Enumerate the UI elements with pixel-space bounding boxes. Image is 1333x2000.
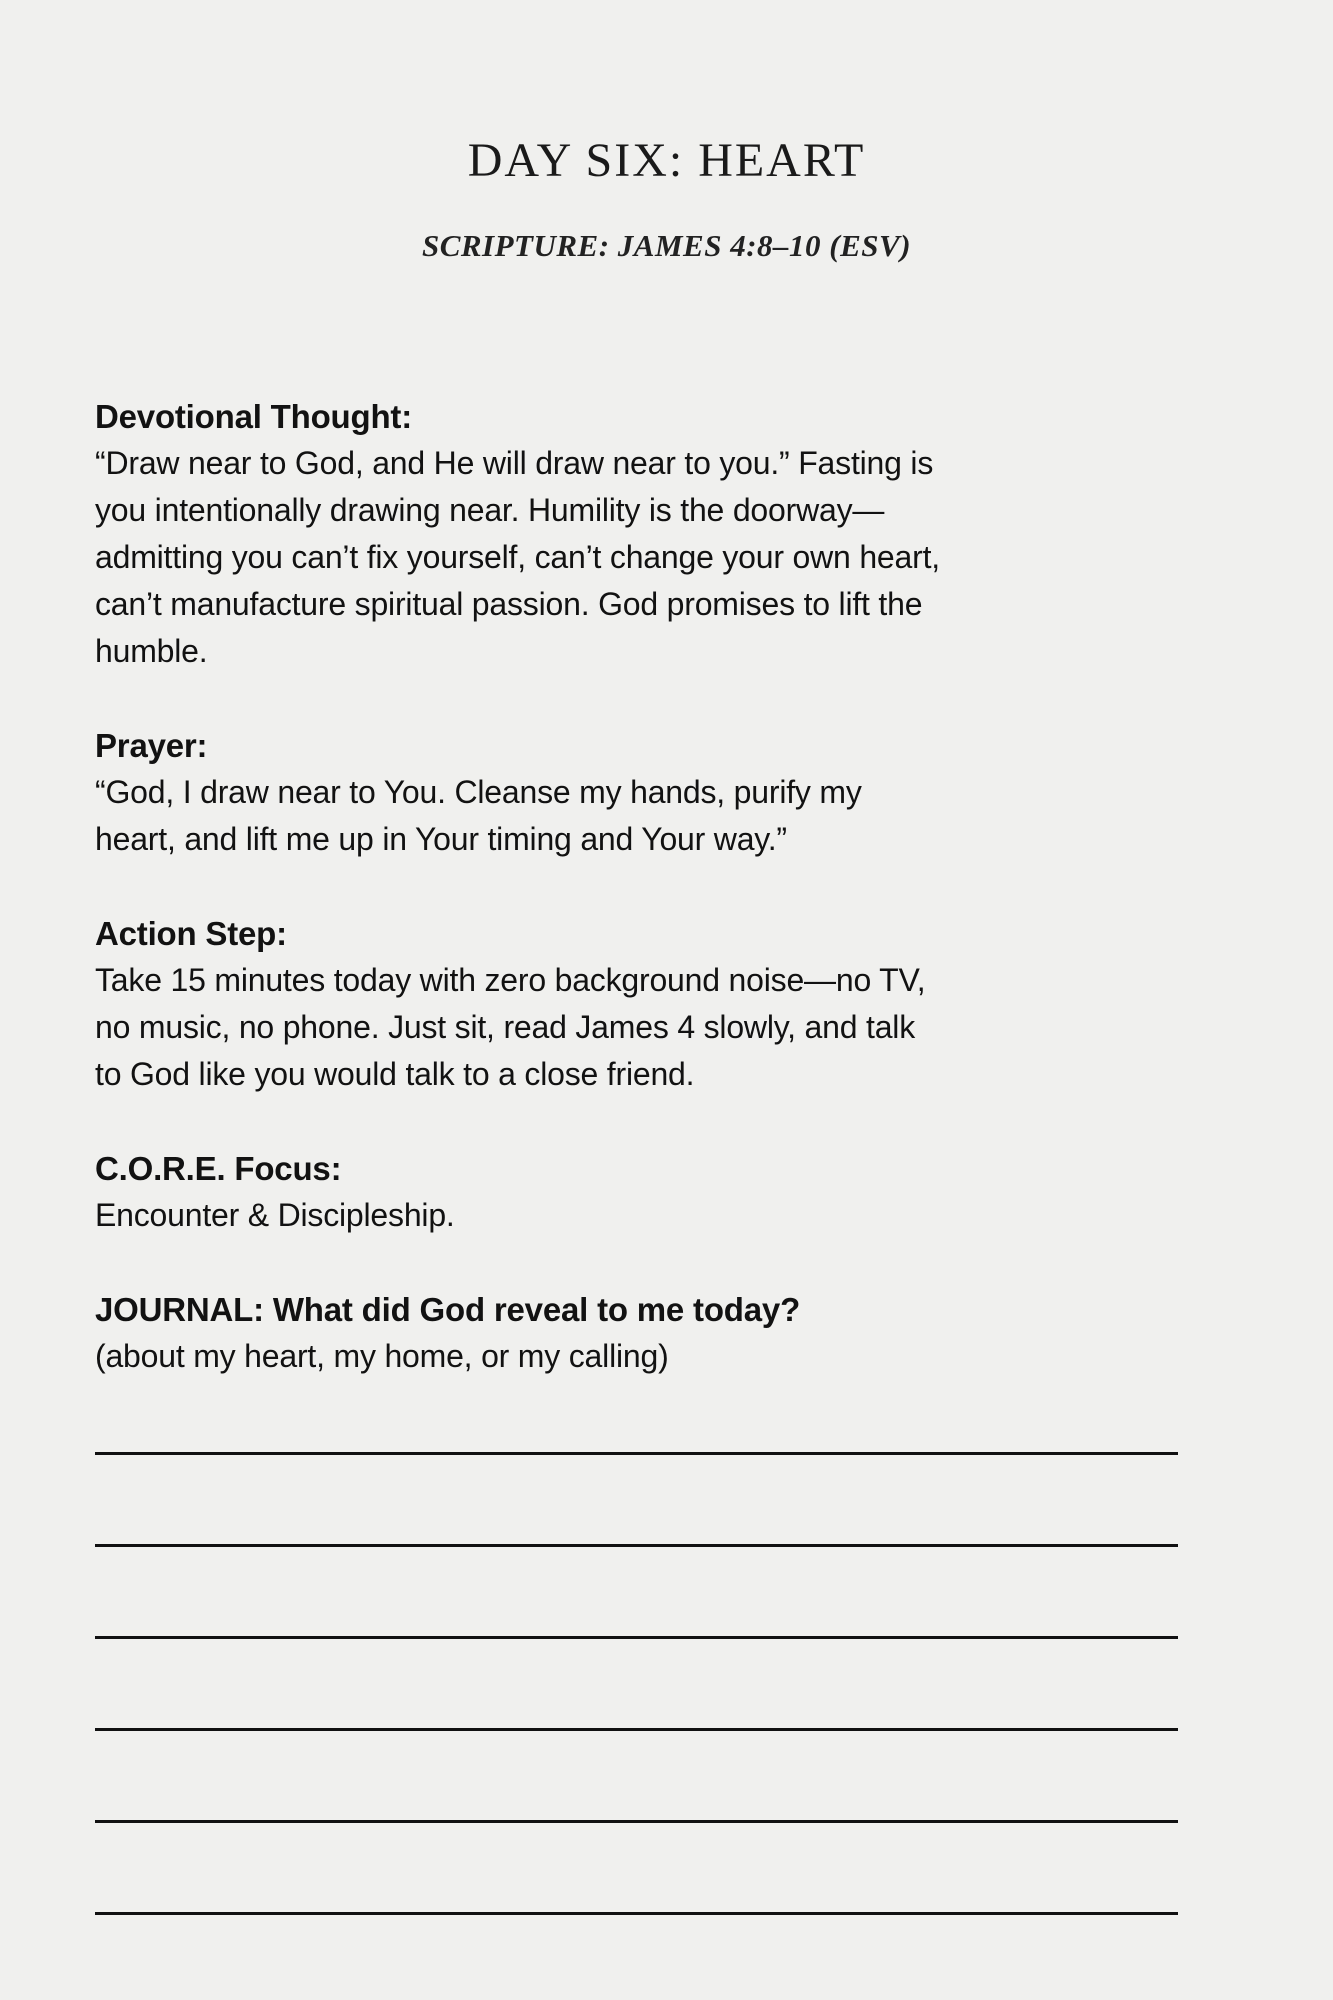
section-prayer: [95, 722, 940, 863]
journal-line: [95, 1380, 1178, 1455]
section-body: “Draw near to God, and He will draw near to you.” Fasting is you intentionally drawing near. Humility is the doorway—admitting you can’t fix yourself, can’t change your own heart, can’t manufacture spiritual passion. God promises to lift the humble.: [95, 445, 940, 669]
journal-line: [95, 1455, 1178, 1547]
section-heading: Prayer:: [95, 727, 208, 764]
section-heading: C.O.R.E. Focus:: [95, 1150, 342, 1187]
section-action-step: [95, 910, 940, 1098]
scripture-reference: SCRIPTURE: JAMES 4:8–10 (ESV): [421, 228, 912, 263]
journal-line: [95, 1639, 1178, 1731]
journal-heading: JOURNAL: What did God reveal to me today?: [95, 1291, 801, 1328]
section-journal-prompt: [95, 1286, 940, 1380]
journal-line: [95, 1731, 1178, 1823]
journal-line: [95, 1547, 1178, 1639]
page-title: DAY SIX: HEART: [467, 134, 866, 187]
journal-line: [95, 1823, 1178, 1915]
section-heading: Devotional Thought:: [95, 398, 412, 435]
section-body: Encounter & Discipleship.: [95, 1197, 455, 1233]
section-body: “God, I draw near to You. Cleanse my hands, purify my heart, and lift me up in Your timing and Your way.”: [95, 774, 862, 857]
content-column: [95, 393, 940, 1380]
journal-lines: [95, 1380, 1178, 1915]
section-body: Take 15 minutes today with zero background noise—no TV, no music, no phone. Just sit, read James 4 slowly, and talk to God like you would talk to a close friend.: [95, 962, 926, 1092]
section-core-focus: [95, 1145, 940, 1239]
journal-subheading: (about my heart, my home, or my calling): [95, 1338, 669, 1374]
section-heading: Action Step:: [95, 915, 287, 952]
section-devotional-thought: [95, 393, 940, 675]
